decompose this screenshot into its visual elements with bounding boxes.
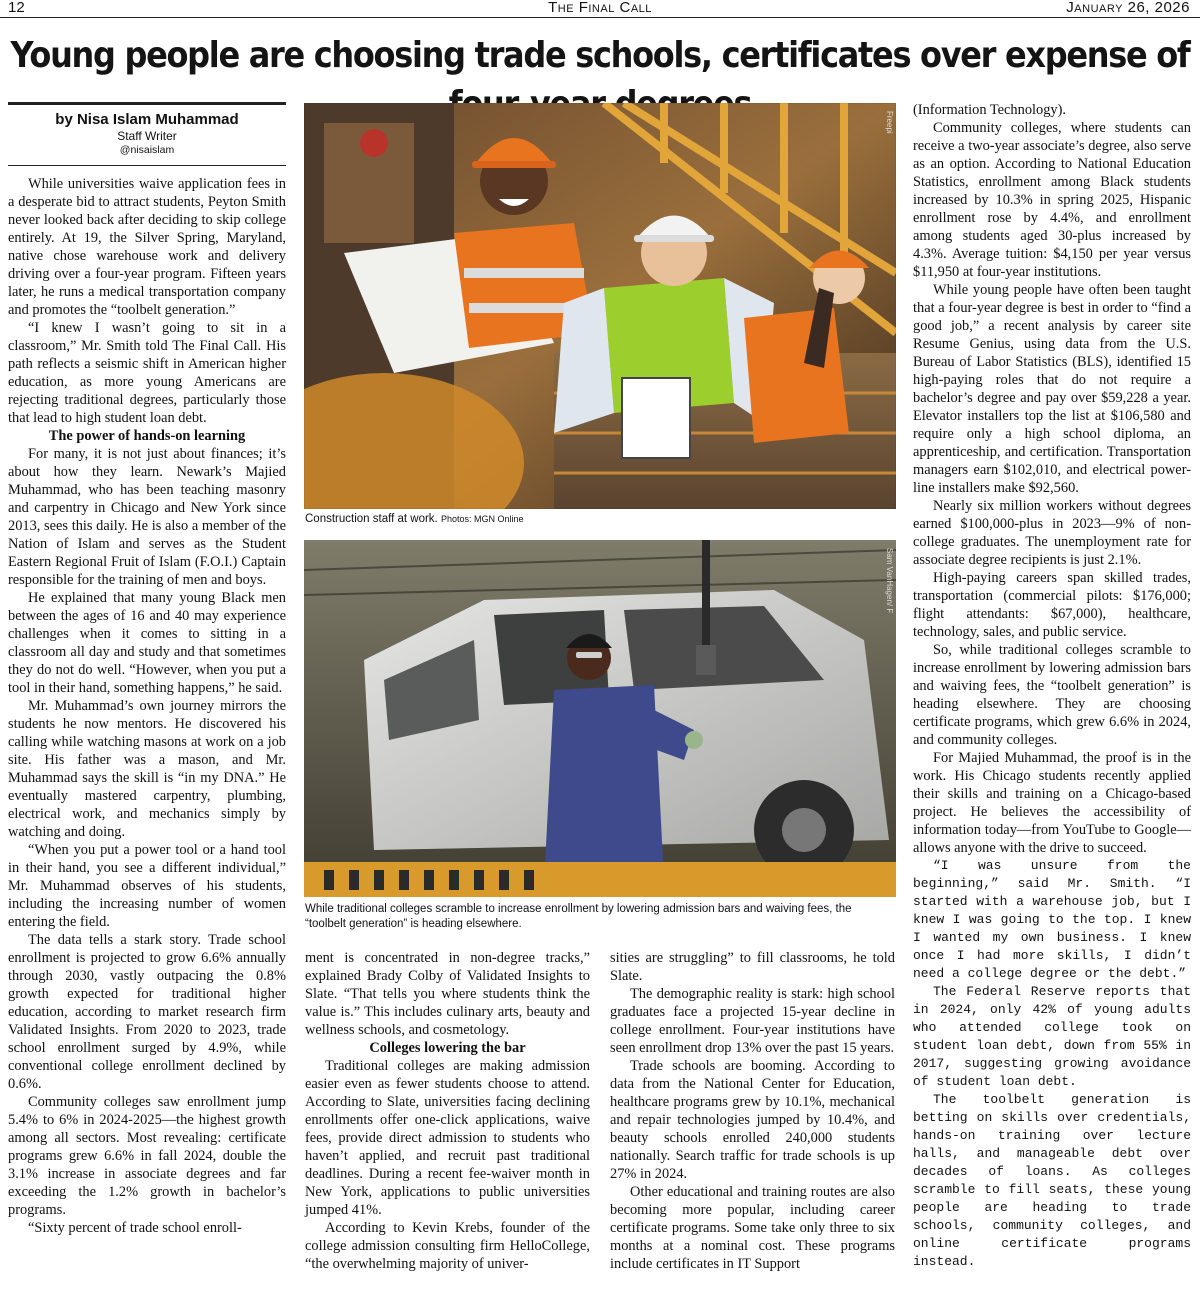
photo-side-credit: Sam VanHagen/ F	[885, 548, 894, 614]
article-column-4	[913, 101, 1191, 1296]
paragraph: While universities waive application fees in a desperate bid to attract students, Peyton Smith never looked back after deciding to skip college entirely. At 19, the Silver Spring, Maryland, native chose warehouse work and delivery driving over a four-year program. Fifteen years later, he runs a medical transportation company and promotes the “toolbelt generation.”	[8, 176, 286, 318]
paragraph: Nearly six million workers without degrees earned $100,000-plus in 2023—9% of non-college graduates. The unemployment rate for associate degree recipients is just 2.1%.	[913, 498, 1191, 568]
paragraph: “When you put a power tool or a hand tool in their hand, you see a different individual,” Mr. Muhammad observes of his students, including the increasing number of women entering the field.	[8, 842, 286, 930]
page-folio	[0, 0, 1200, 18]
paragraph: For many, it is not just about finances; it’s about how they learn. Newark’s Majied Muhammad, who has been teaching masonry and carpentry in Chicago and New York since 2013, sees this daily. He is also a member of the Nation of Islam and serves as the Student Eastern Regional Fruit of Islam (F.O.I.) Captain responsible for the training of men and boys.	[8, 446, 286, 588]
article-column-2	[305, 949, 590, 1294]
paragraph: The toolbelt generation is betting on skills over credentials, hands-on training over lecture halls, and manageable debt over decades of loans. As colleges scramble to fill seats, these young people are heading to trade schools, community colleges, and online certificate programs instead.	[913, 1092, 1191, 1269]
subheading: Colleges lowering the bar	[369, 1040, 526, 1056]
paragraph: “I was unsure from the beginning,” said Mr. Smith. “I started with a warehouse job, but I knew I was going to the top. I knew I wanted my own business. I knew once I had more skills, I didn’t need a college degree or the debt.”	[913, 858, 1191, 981]
page-number: 12	[8, 0, 25, 16]
byline-handle: @nisaislam	[119, 144, 175, 156]
construction-workers-photo	[304, 103, 896, 509]
auto-assembly-illustration	[304, 540, 896, 897]
construction-workers-illustration	[304, 103, 896, 509]
subheading: The power of hands-on learning	[48, 428, 246, 444]
headline: Young people are choosing trade schools, certificates over expense of	[10, 33, 1190, 76]
paragraph: He explained that many young Black men between the ages of 16 and 40 may experience challenges when it comes to sitting in a classroom all day and study and that sometimes they do not do well. “However, when you put a tool in their hand, something happens,” he said.	[8, 590, 286, 696]
paragraph: According to Kevin Krebs, founder of the college admission consulting firm HelloCollege, “the overwhelming majority of univer-	[305, 1220, 590, 1272]
article-column-3	[610, 949, 895, 1294]
paragraph: Mr. Muhammad’s own journey mirrors the students he now mentors. He discovered his calling while watching masons at work on a job site. His father was a mason, and Mr. Muhammad says the skill is “in my DNA.” He eventually mastered carpentry, plumbing, electrical work, and mechanics simply by watching and doing.	[8, 698, 286, 840]
byline	[8, 102, 286, 166]
paragraph: High-paying careers span skilled trades, transportation (commercial pilots: $176,000; flight attendants: $67,000), healthcare, technology, sales, and public service.	[913, 570, 1191, 640]
paragraph: Community colleges, where students can receive a two-year associate’s degree, also serve as an option. According to National Education Statistics, enrollment among Black students increased by 10.3% in spring 2025, Hispanic enrollment rose by 4.4%, and enrollment among students aged 30-plus increased by 4.3%. Average tuition: $4,150 per year versus $11,950 at four-year institutions.	[913, 120, 1191, 280]
paragraph: The Federal Reserve reports that in 2024, only 42% of young adults who attended college took on student loan debt, down from 55% in 2017, suggesting growing avoidance of student loan debt.	[913, 984, 1191, 1089]
paragraph: So, while traditional colleges scramble to increase enrollment by lowering admission bars and waiving fees, the “toolbelt generation” is heading elsewhere. They are choosing certificate programs, which grew 6.6% in 2024, and community colleges.	[913, 642, 1191, 748]
issue-date: January 26, 2026	[1066, 0, 1190, 16]
paragraph: “I knew I wasn’t going to sit in a classroom,” Mr. Smith told The Final Call. His path reflects a seismic shift in American higher education, as more young Americans are rejecting traditional degrees, particularly those that lead to high student loan debt.	[8, 320, 286, 426]
paragraph: (Information Technology).	[913, 102, 1066, 118]
photo-caption-bottom: While traditional colleges scramble to increase enrollment by lowering admission bars and waiving fees, the “toolbelt generation” is heading elsewhere.	[305, 903, 852, 930]
paragraph: Traditional colleges are making admission easier even as fewer students choose to attend. According to Slate, universities facing declining enrollments offer one-click applications, waive fees, provide direct admission to students who haven’t applied, and recruit past traditional deadlines. During a recent fee-waiver month in New York, applications to public universities jumped 41%.	[305, 1058, 590, 1218]
paragraph: While young people have often been taught that a four-year degree is best in order to “find a good job,” a recent analysis by career site Resume Genius, using data from the U.S. Bureau of Labor Statistics (BLS), identified 15 high-paying roles that do not require a bachelor’s degree and pay over $59,228 a year. Elevator installers top the list at $106,580 and require only a high school diploma, an apprenticeship, and certification. Transportation managers earn $102,010, and electrical power-line installers make $92,560.	[913, 282, 1191, 496]
paragraph: “Sixty percent of trade school enroll-	[28, 1220, 242, 1236]
paragraph: The data tells a stark story. Trade school enrollment is projected to grow 6.6% annually through 2030, vastly outpacing the 0.8% growth expected for traditional higher education, according to market research firm Validated Insights. From 2020 to 2023, trade school enrollment surged by 4.9%, while conventional college enrollment declined by 0.6%.	[8, 932, 286, 1092]
caption-text: Construction staff at work.	[305, 513, 438, 525]
paragraph: ment is concentrated in non-degree tracks,” explained Brady Colby of Validated Insights to Slate. “That tells you where students think the value is.” This includes culinary arts, beauty and wellness schools, and cosmetology.	[305, 950, 590, 1038]
paragraph: sities are struggling” to fill classrooms, he told Slate.	[610, 950, 895, 984]
photo-side-credit: Freepi	[885, 111, 894, 134]
paragraph: Trade schools are booming. According to data from the National Center for Education, healthcare programs grew by 10.1%, mechanical and repair technologies jumped by 10.4%, and beauty schools enrolled 240,000 students nationally. Search traffic for trade schools is up 27% in 2024.	[610, 1058, 895, 1182]
byline-author: by Nisa Islam Muhammad	[55, 111, 239, 128]
paragraph: Other educational and training routes are also becoming more popular, including career certificate programs. Some take only three to six months at a nominal cost. These programs include certificates in IT Support	[610, 1184, 895, 1272]
paragraph: Community colleges saw enrollment jump 5.4% to 6% in 2024-2025—the highest growth among all sectors. Most revealing: certificate programs grew 6.6% in fall 2024, double the 3.1% increase in associate degrees and far exceeding the 1.2% growth in bachelor’s programs.	[8, 1094, 286, 1218]
publication-name: The Final Call	[548, 0, 652, 16]
byline-role: Staff Writer	[117, 129, 177, 143]
paragraph: The demographic reality is stark: high school graduates face a projected 15-year decline in college enrollment. Four-year institutions have seen enrollment drop 13% over the past 15 years.	[610, 986, 895, 1056]
paragraph: For Majied Muhammad, the proof is in the work. His Chicago students recently applied their skills and training on a Chicago-based project. He believes the accessibility of information today—from YouTube to Google—allows anyone with the drive to succeed.	[913, 750, 1191, 856]
photo-caption-top	[305, 512, 895, 526]
photo-credit: Photos: MGN Online	[440, 514, 524, 524]
auto-assembly-photo	[304, 540, 896, 897]
article-column-1	[8, 175, 286, 1295]
